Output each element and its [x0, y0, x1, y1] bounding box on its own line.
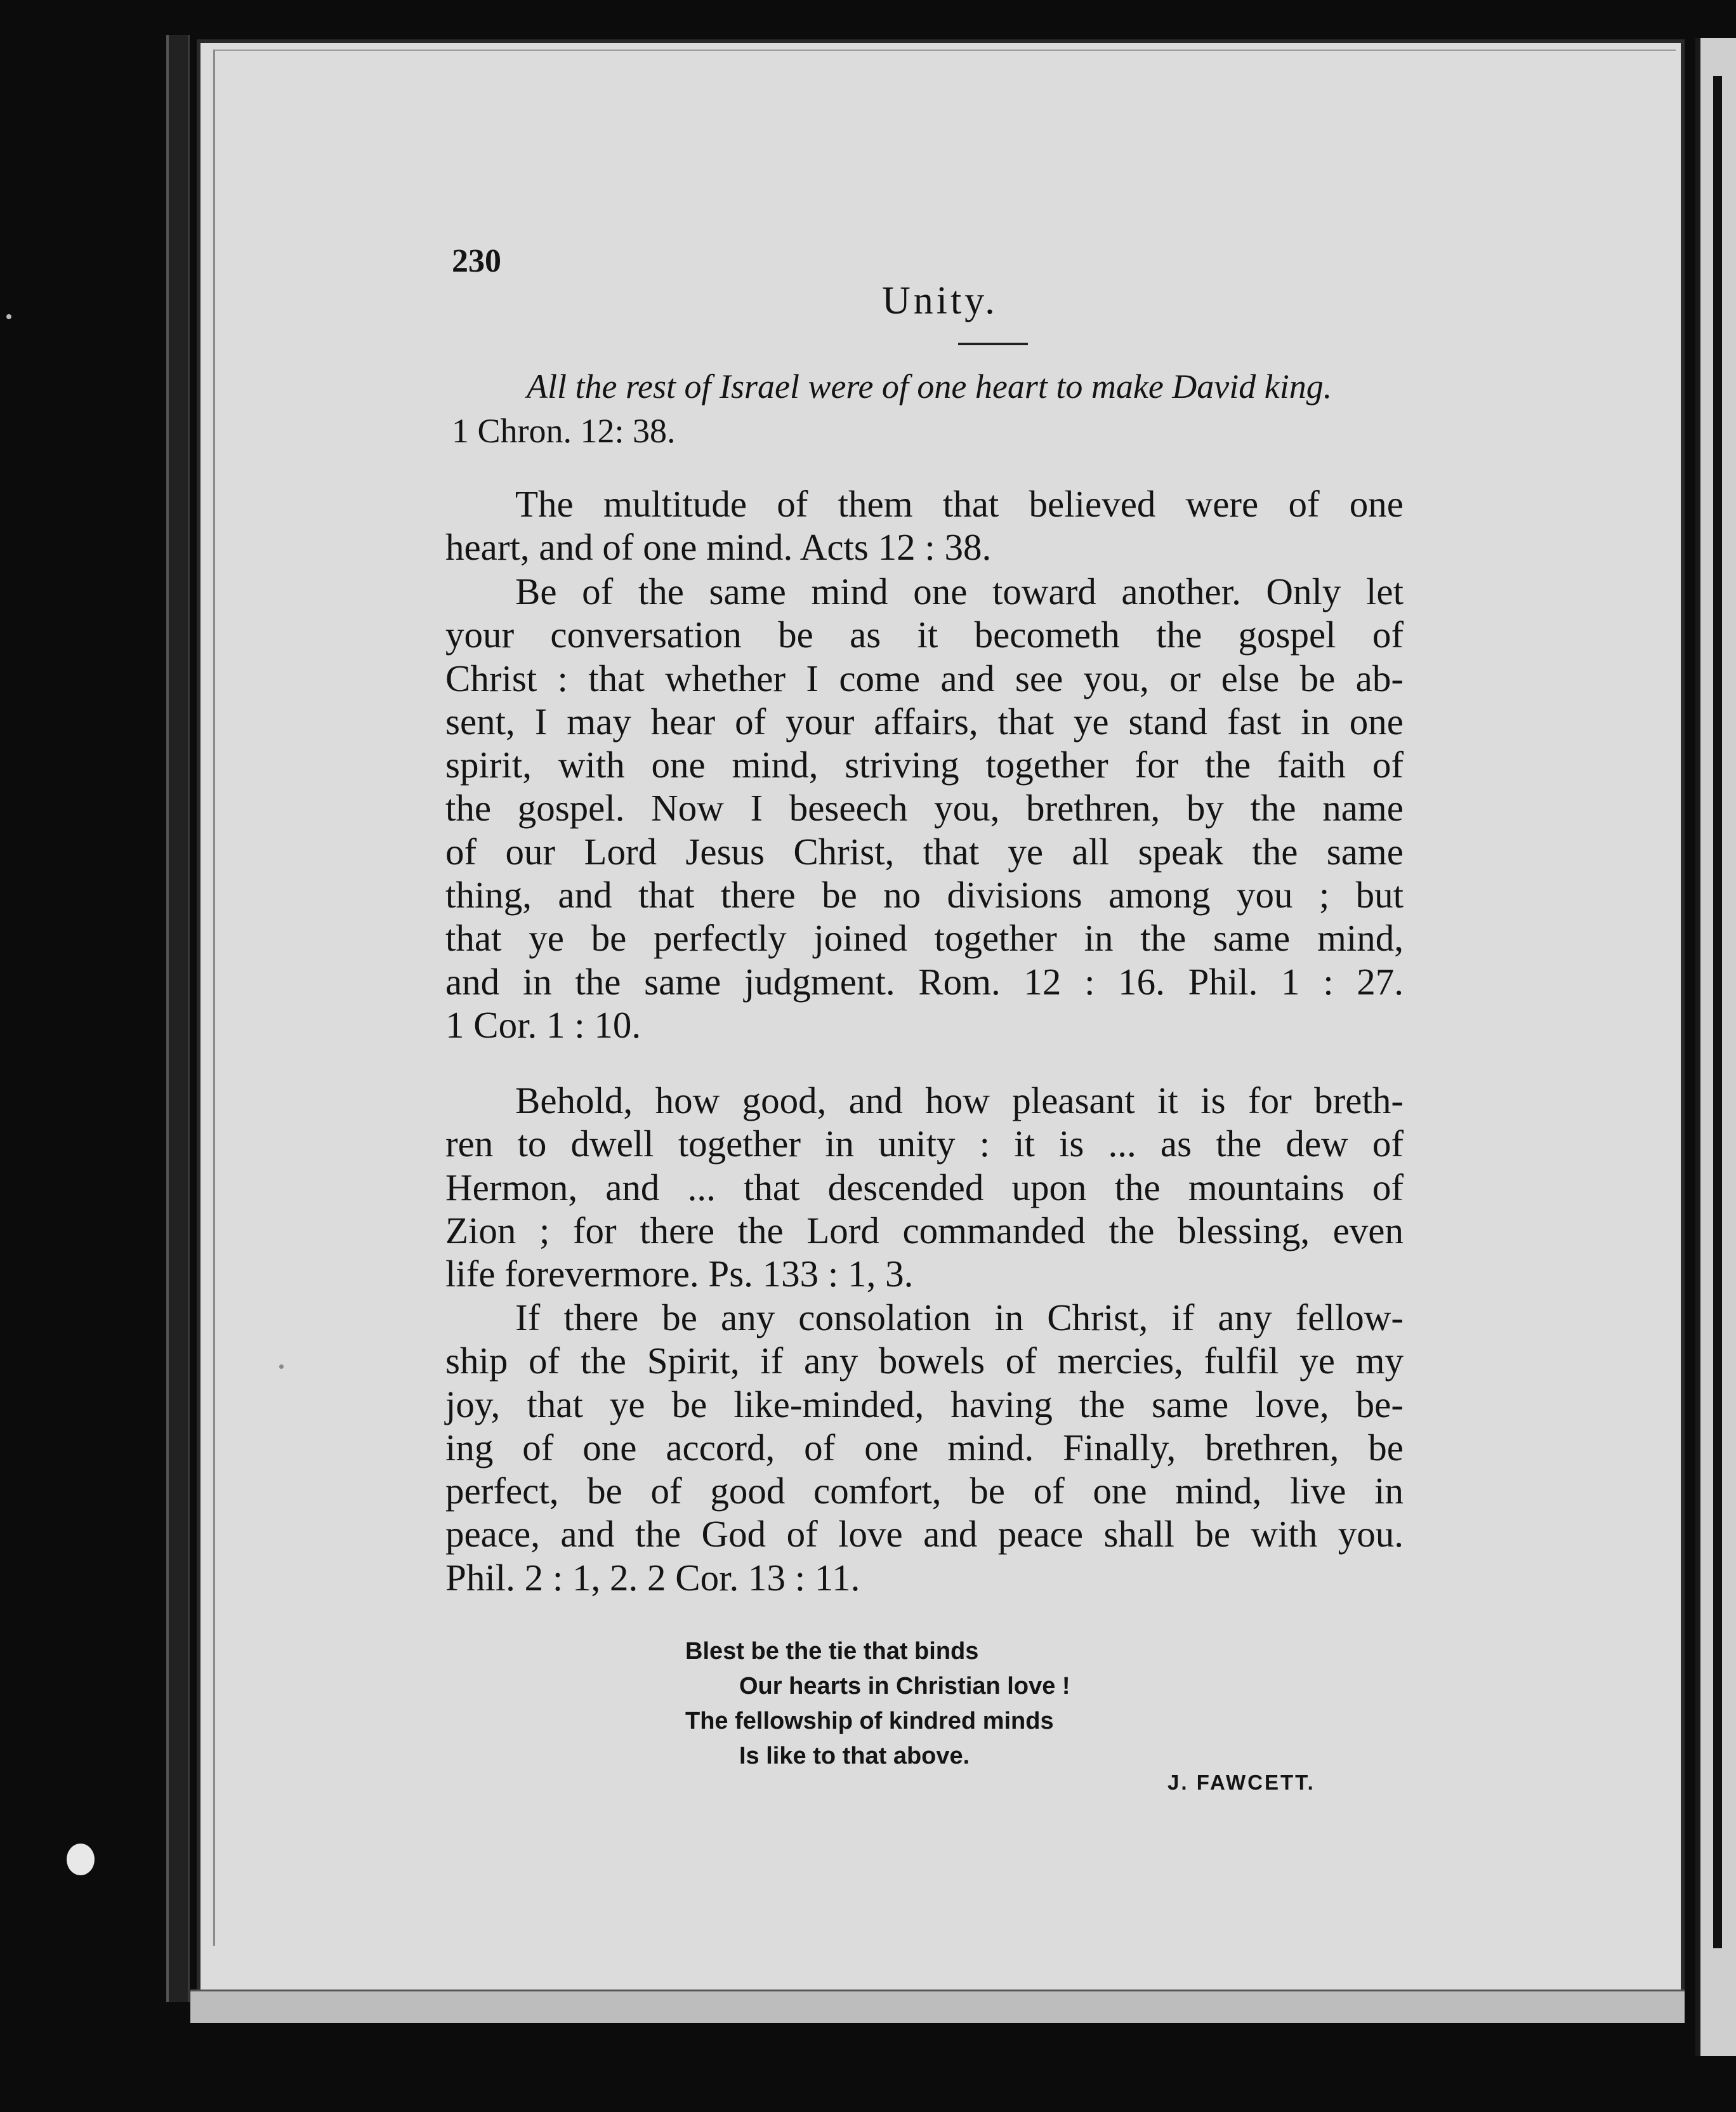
paragraph-line: Hermon, and ... that descended upon the mountains of: [445, 1166, 1404, 1208]
paragraph-line: the gospel. Now I beseech you, brethren, by the name: [445, 787, 1404, 829]
paragraph-line: ing of one accord, of one mind. Finally, brethren, be: [445, 1426, 1404, 1468]
paragraph-line: Zion ; for there the Lord commanded the blessing, even: [445, 1209, 1404, 1251]
poem-line: Is like to that above.: [739, 1743, 970, 1769]
paragraph-line: If there be any consolation in Christ, if any fellow-: [515, 1297, 1404, 1338]
adjacent-page-shadow: [1713, 76, 1722, 1948]
poem-author: J. FAWCETT.: [1167, 1771, 1315, 1794]
paragraph-line: ship of the Spirit, if any bowels of mercies, fulfil ye my: [445, 1340, 1404, 1382]
title-rule: [958, 343, 1028, 345]
epigraph-reference: 1 Chron. 12: 38.: [452, 412, 676, 450]
paragraph-line: The multitude of them that believed were of one: [515, 483, 1404, 525]
paragraph-line: Behold, how good, and how pleasant it is for breth-: [515, 1079, 1404, 1121]
paragraph-line: spirit, with one mind, striving together for the faith of: [445, 744, 1404, 786]
paragraph-line: that ye be perfectly joined together in the same mind,: [445, 917, 1404, 960]
paragraph: [445, 1079, 1404, 1295]
scan-speck: [6, 314, 11, 319]
paragraph-line: Phil. 2 : 1, 2. 2 Cor. 13 : 11.: [445, 1556, 860, 1599]
scan-speck: [279, 1364, 284, 1369]
paragraph-line: your conversation be as it becometh the gospel of: [445, 614, 1404, 656]
paragraph-line: sent, I may hear of your affairs, that ye stand fast in one: [445, 700, 1404, 742]
paragraph-line: of our Lord Jesus Christ, that ye all speak the same: [445, 830, 1404, 873]
paragraph-line: joy, that ye be like-minded, having the same love, be-: [445, 1383, 1404, 1425]
paragraph-line: Be of the same mind one toward another. Only let: [515, 571, 1404, 612]
page-title: Unity.: [882, 279, 998, 322]
poem-line: The fellowship of kindred minds: [685, 1708, 1054, 1734]
poem-line: Blest be the tie that binds: [685, 1638, 979, 1665]
paragraph: [445, 482, 1404, 569]
book-spine: [166, 35, 190, 2002]
paragraph-line: Christ : that whether I come and see you, or else be ab-: [445, 657, 1404, 699]
paragraph-line: life forevermore. Ps. 133 : 1, 3.: [445, 1253, 914, 1295]
poem-line: Our hearts in Christian love !: [739, 1673, 1070, 1700]
paragraph: [445, 570, 1404, 1046]
page-bottom-edge: [190, 1990, 1685, 2023]
paragraph-line: peace, and the God of love and peace shall be with you.: [445, 1513, 1404, 1555]
page-number: 230: [452, 243, 501, 279]
paragraph-line: thing, and that there be no divisions among you ; but: [445, 874, 1404, 916]
paragraph-line: heart, and of one mind. Acts 12 : 38.: [445, 526, 992, 569]
paragraph-line: perfect, be of good comfort, be of one mind, live in: [445, 1470, 1404, 1512]
scan-artifact: [67, 1844, 95, 1875]
paragraph: [445, 1296, 1404, 1599]
epigraph-text: All the rest of Israel were of one heart to make David king.: [527, 367, 1332, 406]
paragraph-line: ren to dwell together in unity : it is ... as the dew of: [445, 1123, 1404, 1165]
paragraph-line: 1 Cor. 1 : 10.: [445, 1003, 641, 1046]
paragraph-line: and in the same judgment. Rom. 12 : 16. Phil. 1 : 27.: [445, 960, 1404, 1003]
